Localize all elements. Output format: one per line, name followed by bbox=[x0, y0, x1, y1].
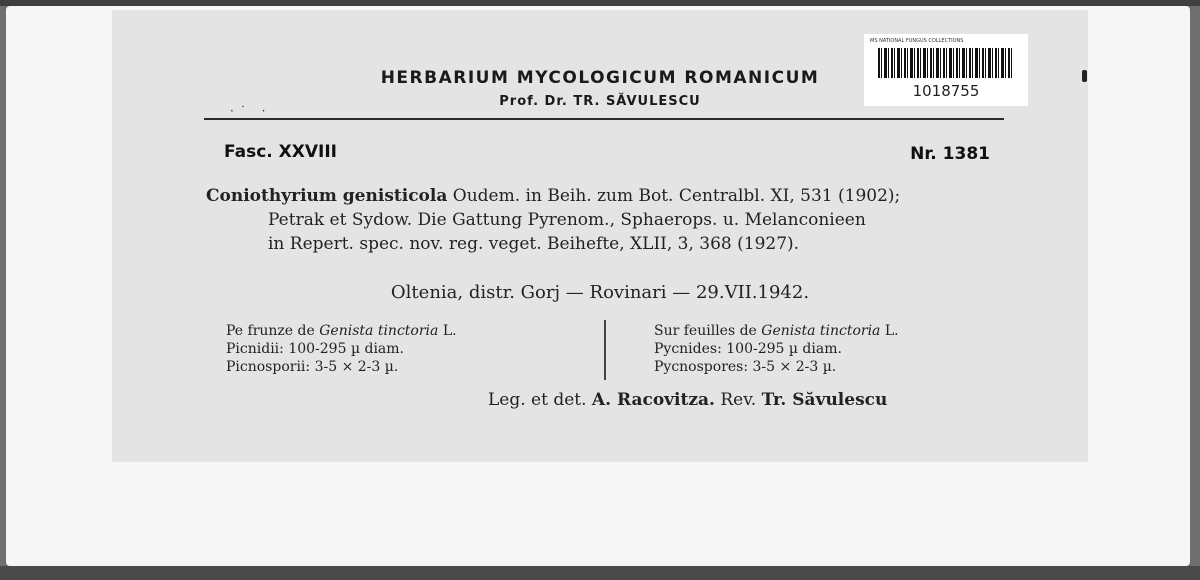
description-romanian bbox=[226, 322, 457, 376]
collector-line bbox=[488, 390, 887, 410]
column-divider bbox=[604, 320, 606, 380]
barcode-number: 1018755 bbox=[912, 82, 980, 100]
header-rule bbox=[204, 118, 1004, 120]
pycnospores-line: Pycnospores: 3-5 × 2-3 µ. bbox=[654, 359, 837, 375]
citation-line-1: Oudem. in Beih. zum Bot. Centralbl. XI, 531 (1902); bbox=[452, 186, 901, 206]
reviser-name: Tr. Săvulescu bbox=[761, 390, 888, 410]
fascicle-number: Fasc. XXVIII bbox=[224, 142, 338, 162]
citation-line-3: in Repert. spec. nov. reg. veget. Beihefte, XLII, 3, 368 (1927). bbox=[268, 234, 800, 254]
host-prefix-ro: Pe frunze de bbox=[226, 323, 315, 339]
specimen-number: Nr. 1381 bbox=[910, 144, 990, 164]
citation-line-2: Petrak et Sydow. Die Gattung Pyrenom., Sphaerops. u. Melanconieen bbox=[268, 210, 866, 230]
herbarium-title: HERBARIUM MYCOLOGICUM ROMANICUM bbox=[380, 68, 820, 88]
taxon-citation bbox=[206, 184, 1026, 256]
picnidii-line: Picnidii: 100-295 µ diam. bbox=[226, 341, 405, 357]
label-specks: ·˙ · bbox=[230, 104, 272, 118]
host-line-ro bbox=[226, 322, 457, 340]
picnospori-line: Picnosporii: 3-5 × 2-3 µ. bbox=[226, 359, 399, 375]
herbarium-editor: Prof. Dr. TR. SĂVULESCU bbox=[499, 94, 701, 109]
pycnides-line: Pycnides: 100-295 µ diam. bbox=[654, 341, 842, 357]
collector-prefix: Leg. et det. bbox=[488, 390, 587, 410]
edge-mark bbox=[1082, 70, 1087, 82]
description-french bbox=[654, 322, 899, 376]
collector-name: A. Racovitza. bbox=[591, 390, 715, 410]
reviser-prefix: Rev. bbox=[720, 390, 757, 410]
barcode-sticker bbox=[864, 34, 1028, 106]
host-author-ro: L. bbox=[442, 323, 457, 339]
host-prefix-fr: Sur feuilles de bbox=[654, 323, 757, 339]
host-author-fr: L. bbox=[884, 323, 899, 339]
host-species-ro: Genista tinctoria bbox=[319, 323, 439, 339]
sheet-bottom-strip bbox=[0, 566, 1200, 580]
host-species-fr: Genista tinctoria bbox=[761, 323, 881, 339]
species-name: Coniothyrium genisticola bbox=[206, 186, 448, 206]
locality: Oltenia, distr. Gorj — Rovinari — 29.VII.1942. bbox=[390, 282, 810, 303]
host-line-fr bbox=[654, 322, 899, 340]
barcode-caption: MS NATIONAL FUNGUS COLLECTIONS bbox=[870, 38, 964, 44]
barcode-bars bbox=[878, 48, 1014, 78]
